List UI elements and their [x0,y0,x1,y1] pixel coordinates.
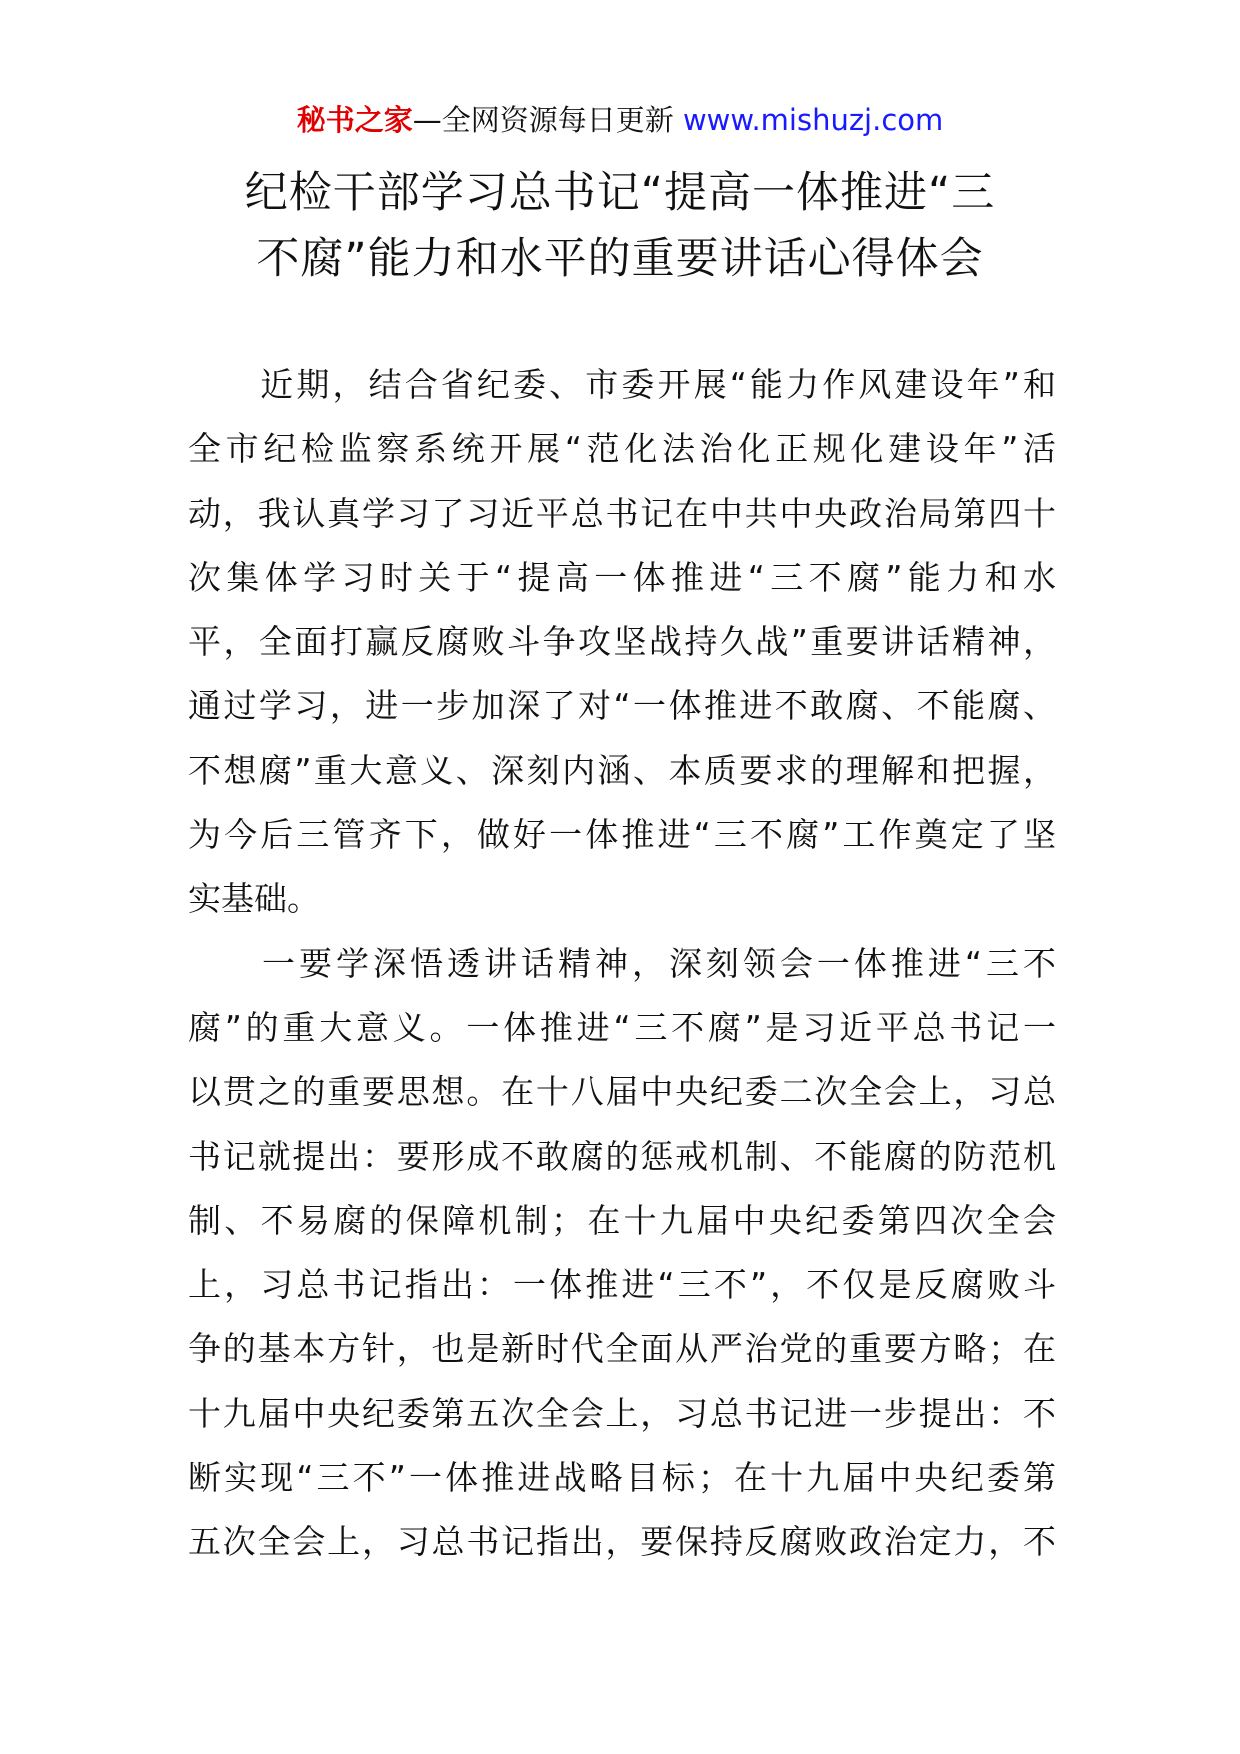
body-line: 制、不易腐的保障机制；在十九届中央纪委第四次全会 [188,1200,1056,1240]
body-line: 五次全会上，习总书记指出，要保持反腐败政治定力，不 [188,1522,1056,1562]
body-line: 不想腐”重大意义、深刻内涵、本质要求的理解和把握， [188,750,1056,790]
body-line: 上，习总书记指出：一体推进“三不”，不仅是反腐败斗 [188,1265,1056,1305]
body-line: 通过学习，进一步加深了对“一体推进不敢腐、不能腐、 [188,686,1056,726]
body-line: 以贯之的重要思想。在十八届中央纪委二次全会上，习总 [188,1072,1056,1112]
body-line: 腐”的重大意义。一体推进“三不腐”是习近平总书记一 [188,1007,1056,1047]
banner-brand: 秘书之家 [296,103,413,137]
body-line: 实基础。 [188,879,320,919]
title-line-2: 不腐”能力和水平的重要讲话心得体会 [256,234,984,284]
body-line: 十九届中央纪委第五次全会上，习总书记进一步提出：不 [188,1393,1056,1433]
document-body [188,353,1056,1575]
body-line: 次集体学习时关于“提高一体推进“三不腐”能力和水 [188,557,1056,597]
body-line: 动，我认真学习了习近平总书记在中共中央政治局第四十 [188,493,1056,533]
banner-slogan: —全网资源每日更新 [412,103,683,137]
title-line-1: 纪检干部学习总书记“提高一体推进“三 [244,168,996,218]
body-line: 断实现“三不”一体推进战略目标；在十九届中央纪委第 [188,1458,1056,1498]
body-line: 一要学深悟透讲话精神，深刻领会一体推进“三不 [188,943,1056,983]
site-banner [0,100,1240,140]
body-line: 近期，结合省纪委、市委开展“能力作风建设年”和 [188,365,1056,404]
body-line: 全市纪检监察系统开展“范化法治化正规化建设年”活 [188,429,1056,469]
body-line: 争的基本方针，也是新时代全面从严治党的重要方略；在 [188,1329,1056,1369]
body-line: 平，全面打赢反腐败斗争攻坚战持久战”重要讲话精神， [188,622,1056,662]
banner-site-link[interactable]: www.mishuzj.com [682,103,944,137]
document-title [170,160,1070,292]
body-line: 书记就提出：要形成不敢腐的惩戒机制、不能腐的防范机 [188,1136,1056,1176]
body-line: 为今后三管齐下，做好一体推进“三不腐”工作奠定了坚 [188,815,1056,855]
